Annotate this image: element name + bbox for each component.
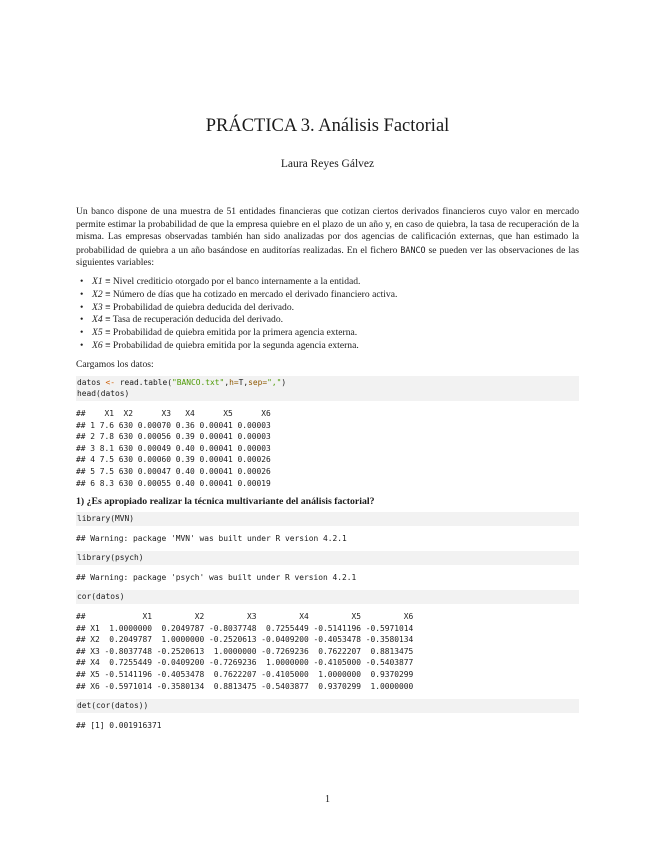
- string-literal: ",": [267, 377, 282, 387]
- load-data-text: Cargamos los datos:: [76, 358, 154, 370]
- variable-name: X2: [92, 288, 103, 300]
- intro-file-name: BANCO: [400, 244, 426, 255]
- variable-name: X4: [92, 314, 103, 326]
- output-warning-psych: ## Warning: package 'psych' was built under R version 4.2.1: [76, 572, 357, 582]
- list-item: [92, 314, 579, 327]
- variable-name: X5: [92, 327, 103, 339]
- variable-name: X6: [92, 339, 103, 351]
- question-heading: 1) ¿Es apropiado realizar la técnica multivariante del análisis factorial?: [76, 496, 375, 508]
- code-token: datos: [77, 377, 106, 387]
- code-token: ): [281, 377, 287, 387]
- variable-desc: ≡ Probabilidad de quiebra deducida del derivado.: [102, 301, 295, 313]
- output-head-datos: ## X1 X2 X3 X4 X5 X6 ## 1 7.6 630 0.00070 0.36 0.00041 0.00003 ## 2 7.8 630 0.00056 0.39 0.00041 0.00003 ## 3 8.1 630 0.00049 0.40 0.00041 0.00003 ## 4 7.5 630 0.00060 0.39 0.00041 0.00026 ## 5 7.5 630 0.00047 0.40 0.00041 0.00026 ## 6 8.3 630 0.00055 0.40 0.00041 0.00019: [76, 408, 271, 488]
- document-title: PRÁCTICA 3. Análisis Factorial: [205, 116, 450, 136]
- variable-desc: ≡ Tasa de recuperación deducida del derivado.: [102, 314, 284, 326]
- list-item: [92, 327, 579, 340]
- code-block-det: det(cor(datos)): [76, 699, 579, 713]
- code-token: T,: [238, 377, 249, 387]
- string-literal: "BANCO.txt": [172, 377, 225, 387]
- code-block-cor: cor(datos): [76, 590, 579, 604]
- output-warning-mvn: ## Warning: package 'MVN' was built under R version 4.2.1: [76, 533, 347, 543]
- code-token: read.table(: [115, 377, 173, 387]
- variable-desc: ≡ Nivel crediticio otorgado por el banco internamente a la entidad.: [102, 275, 361, 287]
- code-block-library-psych: library(psych): [76, 551, 579, 565]
- list-item: [92, 276, 579, 289]
- intro-paragraph: [76, 206, 579, 270]
- document-body: [76, 206, 579, 738]
- code-block-read-table: [76, 376, 579, 401]
- output-correlation-matrix: ## X1 X2 X3 X4 X5 X6 ## X1 1.0000000 0.2049787 -0.8037748 0.7255449 -0.5141196 -0.5971014 ## X2 0.2049787 1.0000000 -0.2520613 -0.0409200 -0.4053478 -0.3580134 ## X3 -0.8037748 -0.2520613 1.0000000 -0.7269236 0.7622207 0.8813475 ## X4 0.7255449 -0.0409200 -0.7269236 1.0000000 -0.4105000 -0.5403877 ## X5 -0.5141196 -0.4053478 0.7622207 -0.4105000 1.0000000 0.9370299 ## X6 -0.5971014 -0.3580134 0.8813475 -0.5403877 0.9370299 1.0000000: [76, 612, 414, 691]
- variable-desc: ≡ Probabilidad de quiebra emitida por la primera agencia externa.: [102, 327, 358, 339]
- code-block-library-mvn: library(MVN): [76, 512, 579, 526]
- document-author: Laura Reyes Gálvez: [280, 158, 375, 170]
- variable-desc: ≡ Número de días que ha cotizado en mercado el derivado financiero activa.: [102, 288, 398, 300]
- list-item: [92, 340, 579, 353]
- assign-operator: <-: [105, 377, 116, 387]
- intro-text-b: se pueden ver las observaciones de las siguientes variables:: [76, 244, 579, 269]
- argument-name: sep=: [248, 377, 268, 387]
- intro-text-a: Un banco dispone de una muestra de 51 entidades financieras que cotizan ciertos derivados financieros cuyo valor en mercado permite estimar la probabilidad de que la empresa quiebre en el plazo de un año y, en caso de quiebra, la tasa de recuperación de la misma. Las empresas observadas también han sido analizadas por dos agencias de calificación externas, que han estimado la probabilidad de quiebra a un año basándose en auditorías realizadas. En el fichero: [76, 206, 579, 256]
- page-number: 1: [325, 794, 330, 805]
- variables-list: [76, 276, 579, 353]
- code-line-head: head(datos): [77, 389, 130, 399]
- list-item: [92, 289, 579, 302]
- variable-desc: ≡ Probabilidad de quiebra emitida por la segunda agencia externa.: [102, 339, 359, 351]
- argument-name: h=: [229, 377, 239, 387]
- code-token: ,: [224, 377, 230, 387]
- list-item: [92, 302, 579, 315]
- output-determinant: ## [1] 0.001916371: [76, 720, 162, 730]
- variable-name: X1: [92, 275, 103, 287]
- variable-name: X3: [92, 301, 103, 313]
